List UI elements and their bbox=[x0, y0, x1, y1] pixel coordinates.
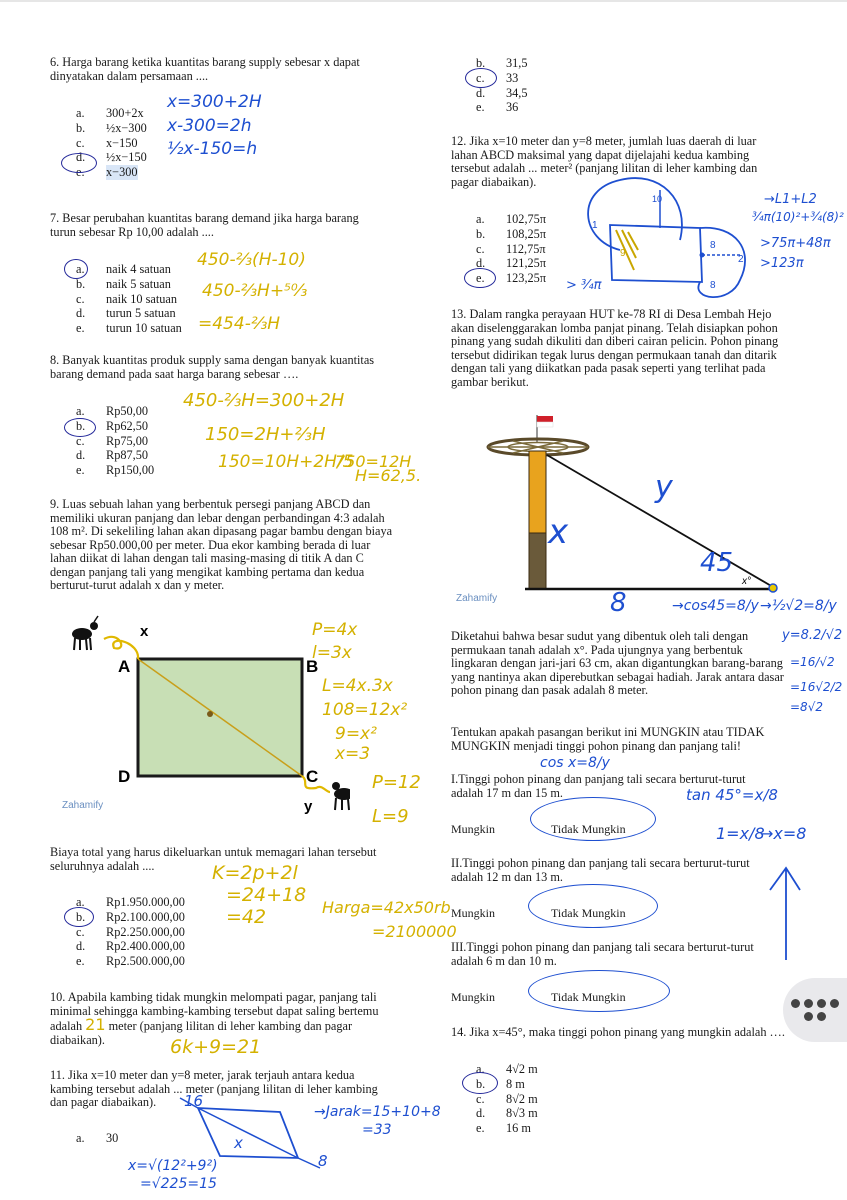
option-text: Rp150,00 bbox=[106, 463, 155, 478]
handwriting-9-4: 108=12x² bbox=[322, 700, 408, 720]
handwriting-9-1: P=4x bbox=[312, 620, 358, 640]
option-letter: e. bbox=[76, 954, 85, 969]
sketch-diagonal bbox=[198, 1108, 298, 1158]
option-letter: b. bbox=[76, 909, 86, 924]
option-text: ½x−150 bbox=[106, 150, 147, 165]
choice-3-tidak-mungkin[interactable]: Tidak Mungkin bbox=[551, 990, 626, 1004]
option-letter: a. bbox=[476, 1062, 485, 1076]
option-text: 30 bbox=[106, 1131, 119, 1145]
option-letter: c. bbox=[76, 291, 85, 306]
menu-dot-icon bbox=[830, 999, 839, 1008]
answer-circle-12e bbox=[464, 268, 496, 288]
menu-dot-icon bbox=[804, 999, 813, 1008]
handwriting-13-y3: =16√2/2 bbox=[790, 680, 843, 694]
sketch-label-1: 1 bbox=[592, 220, 598, 231]
option-text: naik 4 satuan bbox=[106, 262, 171, 276]
handwriting-13-y4: =8√2 bbox=[790, 700, 823, 714]
question-14: 14. Jika x=45°, maka tinggi pohon pinang yang mungkin adalah …. bbox=[451, 1025, 785, 1039]
option-letter: c. bbox=[476, 70, 485, 85]
option-text: Rp50,00 bbox=[106, 404, 149, 418]
option-14c[interactable] bbox=[476, 1092, 538, 1107]
midpoint-dot bbox=[207, 711, 213, 717]
option-letter: b. bbox=[476, 226, 486, 241]
option-text: 102,75π bbox=[506, 212, 547, 226]
handwriting-9-8: L=9 bbox=[372, 806, 409, 827]
sketch-dot bbox=[700, 253, 705, 258]
handwriting-9-9: K=2p+2l bbox=[212, 862, 298, 884]
option-letter: e. bbox=[76, 463, 85, 478]
option-text: 112,75π bbox=[506, 241, 546, 256]
option-6b[interactable] bbox=[76, 121, 147, 136]
handwriting-13-x: x bbox=[548, 512, 569, 552]
option-text: Rp2.400.000,00 bbox=[106, 939, 185, 954]
label-d: D bbox=[118, 767, 131, 786]
handwriting-8-5: H=62,5. bbox=[355, 466, 422, 485]
handwriting-12-2: ¾π(10)²+¾(8)² bbox=[752, 210, 844, 224]
label-a: A bbox=[118, 657, 131, 676]
handwriting-9-13: =2100000 bbox=[372, 922, 457, 941]
option-7c[interactable] bbox=[76, 292, 182, 307]
handwriting-9-6: x=3 bbox=[335, 744, 371, 764]
statement-2: II.Tinggi pohon pinang dan panjang tali secara berturut-turut adalah 12 m dan 13 m. bbox=[451, 856, 750, 884]
option-text: Rp2.100.000,00 bbox=[106, 909, 185, 924]
option-letter: e. bbox=[76, 165, 85, 180]
option-letter: a. bbox=[76, 262, 85, 276]
handwriting-13-eq2: →x=8 bbox=[760, 824, 807, 843]
sketch-circle-a bbox=[588, 178, 682, 250]
option-9e[interactable] bbox=[76, 954, 185, 969]
menu-dot-icon bbox=[791, 999, 800, 1008]
option-text: 16 m bbox=[506, 1121, 531, 1136]
pinang-base bbox=[529, 533, 546, 589]
choice-1-mungkin[interactable]: Mungkin bbox=[451, 822, 496, 836]
sketch-label-8a: 8 bbox=[710, 240, 716, 251]
handwriting-8-4: 750=12H bbox=[335, 452, 412, 471]
sketch-label-2: 2 bbox=[738, 254, 744, 265]
option-6a[interactable] bbox=[76, 106, 147, 121]
option-text: x−300 bbox=[106, 165, 138, 180]
choice-2-tidak-mungkin[interactable]: Tidak Mungkin bbox=[551, 906, 626, 920]
q13-figure bbox=[455, 405, 800, 615]
question-13-instruction: Tentukan apakah pasangan berikut ini MUNGKIN atau TIDAK MUNGKIN menjadi tinggi pohon pinang dan panjang tali! bbox=[451, 725, 765, 753]
handwriting-13-cos: →cos45=8/y bbox=[672, 598, 759, 614]
option-letter: e. bbox=[476, 271, 485, 286]
question-8-options bbox=[76, 404, 154, 478]
option-8a[interactable] bbox=[76, 404, 154, 419]
option-text: naik 10 satuan bbox=[106, 291, 178, 306]
option-text: naik 5 satuan bbox=[106, 276, 171, 291]
handwriting-10-answer: 21 bbox=[85, 1015, 106, 1034]
handwriting-6-1: x=300+2H bbox=[167, 92, 262, 112]
option-text: 36 bbox=[506, 100, 519, 115]
choice-3-mungkin[interactable]: Mungkin bbox=[451, 990, 496, 1004]
handwriting-7-2: 450-⅔H+⁵⁰⁄₃ bbox=[202, 281, 308, 301]
label-x: x bbox=[140, 623, 149, 640]
handwriting-8-2: 150=2H+⅔H bbox=[205, 424, 326, 445]
option-text: Rp75,00 bbox=[106, 433, 149, 448]
option-9c[interactable] bbox=[76, 925, 185, 940]
handwriting-8-1: 450-⅔H=300+2H bbox=[183, 390, 345, 411]
handwriting-13-8: 8 bbox=[610, 588, 627, 618]
handwriting-12-1: →L1+L2 bbox=[764, 192, 817, 207]
watermark-zahamify-2: Zahamify bbox=[456, 593, 498, 604]
sketch-label-10: 10 bbox=[652, 194, 663, 204]
option-text: Rp2.250.000,00 bbox=[106, 924, 185, 939]
sketch-rope-2 bbox=[298, 1158, 320, 1168]
handwriting-11-4: x=√(12²+9²) bbox=[128, 1158, 218, 1174]
option-letter: b. bbox=[76, 276, 86, 291]
option-letter: d. bbox=[476, 1106, 486, 1121]
handwriting-9-5: 9=x² bbox=[335, 724, 377, 744]
flag-red bbox=[537, 416, 553, 422]
option-text: 123,25π bbox=[506, 271, 547, 286]
handwriting-11-7: =33 bbox=[362, 1122, 392, 1138]
option-letter: d. bbox=[76, 939, 86, 954]
menu-dot-icon bbox=[817, 999, 826, 1008]
stake-dot bbox=[769, 584, 777, 592]
label-b: B bbox=[306, 657, 319, 676]
option-text: 4√2 m bbox=[506, 1062, 538, 1076]
option-text: 8√3 m bbox=[506, 1106, 538, 1121]
option-letter: c. bbox=[76, 924, 85, 939]
option-letter: d. bbox=[76, 448, 86, 463]
question-6: 6. Harga barang ketika kuantitas barang supply sebesar x dapat dinyatakan dalam persamaan .... bbox=[50, 55, 360, 83]
flag-white bbox=[537, 422, 553, 427]
choice-2-mungkin[interactable]: Mungkin bbox=[451, 906, 496, 920]
question-13: 13. Dalam rangka perayaan HUT ke-78 RI di Desa Lembah Hejo akan diselenggarakan lomba panjat pinang. Telah disiapkan pohon pinang yang sudah dikuliti dan diberi cairan pelicin. Pohon pinang tersebut didirikan tegak lurus dengan permukaan tanah dan ditarik dengan tali yang diikatkan pada pasak seperti yang terlihat pada gambar berikut. bbox=[451, 307, 779, 389]
question-13-desc: Diketahui bahwa besar sudut yang dibentuk oleh tali dengan permukaan tanah adalah x°. Pada ujungnya yang berbentuk lingkaran dengan jari-jari 63 cm, akan digantungkan barang-barang yang nantinya akan diperebutkan sebagai hadiah. Jarak antara dasar pohon pinang dan pasak adalah 8 meter. bbox=[451, 629, 784, 697]
statement-1: I.Tinggi pohon pinang dan panjang tali secara berturut-turut adalah 17 m dan 15 m. bbox=[451, 772, 746, 800]
option-12c[interactable] bbox=[476, 242, 546, 257]
answer-circle-14b bbox=[462, 1072, 498, 1094]
goat-a-icon bbox=[72, 616, 98, 650]
handwriting-13-eq1: 1=x/8 bbox=[716, 824, 765, 843]
option-7a[interactable] bbox=[76, 262, 182, 277]
handwriting-13-y1: y=8.2/√2 bbox=[782, 628, 843, 643]
question-11-option-a bbox=[76, 1131, 118, 1146]
handwriting-7-3: =454-⅔H bbox=[198, 314, 281, 334]
handwriting-11-5: =√225=15 bbox=[140, 1176, 217, 1192]
question-9-options bbox=[76, 895, 185, 969]
handwriting-9-3: L=4x.3x bbox=[322, 676, 393, 696]
option-letter: d. bbox=[476, 256, 486, 271]
option-letter: e. bbox=[76, 321, 85, 336]
statement-3: III.Tinggi pohon pinang dan panjang tali secara berturut-turut adalah 6 m dan 10 m. bbox=[451, 940, 754, 968]
handwriting-9-12: Harga=42x50rb bbox=[322, 898, 451, 917]
option-14e[interactable] bbox=[476, 1121, 538, 1136]
option-letter: d. bbox=[76, 150, 86, 165]
option-letter: d. bbox=[76, 306, 86, 321]
handwriting-6-3: ½x-150=h bbox=[167, 139, 258, 159]
option-11e[interactable] bbox=[476, 100, 528, 115]
option-text: Rp2.500.000,00 bbox=[106, 954, 185, 969]
option-text: ½x−300 bbox=[106, 120, 147, 135]
handwriting-11-3: 8 bbox=[318, 1152, 328, 1170]
option-letter: b. bbox=[76, 120, 86, 135]
choice-1-tidak-mungkin[interactable]: Tidak Mungkin bbox=[551, 822, 626, 836]
option-9a[interactable] bbox=[76, 895, 185, 910]
handwriting-9-10: =24+18 bbox=[226, 884, 307, 906]
question-12: 12. Jika x=10 meter dan y=8 meter, jumlah luas daerah di luar lahan ABCD maksimal yang dapat dijelajahi kedua kambing tersebut adalah ... meter² (panjang lilitan di leher kambing dan pagar diabaikan). bbox=[451, 134, 758, 189]
option-8d[interactable] bbox=[76, 448, 154, 463]
option-letter: a. bbox=[76, 404, 85, 418]
sketch-label-8b: 8 bbox=[710, 280, 716, 291]
option-6c[interactable] bbox=[76, 136, 147, 151]
angle-label: x° bbox=[742, 576, 751, 587]
option-letter: e. bbox=[476, 1121, 485, 1136]
option-letter: a. bbox=[476, 212, 485, 226]
option-14d[interactable] bbox=[476, 1106, 538, 1121]
option-text: x−150 bbox=[106, 135, 138, 150]
goat-c-icon bbox=[332, 782, 350, 810]
question-9-prompt: Biaya total yang harus dikeluarkan untuk memagari lahan tersebut seluruhnya adalah .... bbox=[50, 845, 377, 873]
option-text: 8√2 m bbox=[506, 1091, 538, 1106]
handwriting-10-1: 6k+9=21 bbox=[170, 1036, 262, 1058]
option-letter: c. bbox=[76, 135, 85, 150]
option-text: 33 bbox=[506, 70, 519, 85]
handwriting-11-6: →Jarak=15+10+8 bbox=[314, 1104, 441, 1120]
handwriting-13-y2: =16/√2 bbox=[790, 655, 835, 669]
handwriting-8-3: 150=10H+2H/5 bbox=[218, 452, 354, 472]
option-text: turun 10 satuan bbox=[106, 321, 182, 336]
handwriting-6-2: x-300=2h bbox=[167, 116, 252, 136]
handwriting-9-2: l=3x bbox=[312, 643, 352, 663]
handwriting-12-4: >123π bbox=[760, 256, 804, 271]
question-7-options bbox=[76, 262, 182, 336]
handwriting-9-11: =42 bbox=[226, 906, 267, 928]
handwriting-13-45: 45 bbox=[700, 548, 734, 578]
option-text: turun 5 satuan bbox=[106, 306, 176, 321]
answer-circle-8b bbox=[64, 418, 96, 437]
handwriting-9-7: P=12 bbox=[372, 772, 421, 793]
top-border bbox=[0, 0, 847, 2]
handwriting-12-3: >75π+48π bbox=[760, 236, 831, 251]
question-11: 11. Jika x=10 meter dan y=8 meter, jarak terjauh antara kedua kambing tersebut adalah ... meter (panjang lilitan di leher kambing dan pagar diabaikan). bbox=[50, 1068, 378, 1109]
handwriting-13-half: →½√2=8/y bbox=[760, 598, 837, 614]
option-9d[interactable] bbox=[76, 939, 185, 954]
answer-circle-9b bbox=[64, 907, 94, 927]
option-12a[interactable] bbox=[476, 212, 546, 227]
handwriting-11-1: 16 bbox=[184, 1092, 204, 1110]
q9-figure bbox=[60, 612, 350, 822]
option-text: 121,25π bbox=[506, 256, 547, 271]
option-letter: b. bbox=[76, 418, 86, 433]
option-letter: c. bbox=[476, 1091, 485, 1106]
answer-circle-6d bbox=[61, 153, 97, 173]
handwriting-7-1: 450-⅔(H-10) bbox=[197, 250, 306, 270]
menu-dot-icon bbox=[804, 1012, 813, 1021]
question-9: 9. Luas sebuah lahan yang berbentuk persegi panjang ABCD dan memiliki ukuran panjang dan lebar dengan perbandingan 4:3 adalah 108 m². Di sekeliling lahan akan dipasang pagar bambu dengan biaya sebesar Rp50.000,00 per meter. Dua ekor kambing berada di luar lahan diikat di lahan dengan tali masing-masing di titik A dan C dengan panjang tali yang mengikat kambing pertama dan kedua berturut-turut adalah x dan y meter. bbox=[50, 497, 393, 592]
option-8e[interactable] bbox=[76, 463, 154, 478]
menu-dot-icon bbox=[817, 1012, 826, 1021]
option-12b[interactable] bbox=[476, 227, 546, 242]
answer-circle-s2 bbox=[528, 884, 658, 928]
option-text: 300+2x bbox=[106, 106, 144, 120]
up-arrow-sketch bbox=[760, 860, 810, 970]
option-letter: b. bbox=[476, 56, 486, 70]
answer-circle-s1 bbox=[530, 797, 656, 841]
option-letter: d. bbox=[476, 85, 486, 100]
answer-circle-s3 bbox=[528, 970, 670, 1012]
option-letter: e. bbox=[476, 100, 485, 115]
answer-circle-7a bbox=[64, 259, 88, 279]
option-text: Rp87,50 bbox=[106, 448, 149, 463]
option-7e[interactable] bbox=[76, 321, 182, 336]
handwriting-11-2: x bbox=[234, 1134, 243, 1152]
label-c: C bbox=[306, 767, 319, 786]
question-8: 8. Banyak kuantitas produk supply sama dengan banyak kuantitas barang demand pada saat harga barang sebesar …. bbox=[50, 353, 375, 381]
option-letter: b. bbox=[476, 1076, 486, 1091]
option-7b[interactable] bbox=[76, 277, 182, 292]
option-text: 8 m bbox=[506, 1076, 525, 1091]
option-letter: a. bbox=[76, 895, 85, 909]
option-text: Rp1.950.000,00 bbox=[106, 895, 185, 909]
handwriting-13-y: y bbox=[655, 470, 673, 505]
handwriting-13-cosx: cos x=8/y bbox=[540, 755, 610, 771]
handwriting-13-tan: tan 45°=x/8 bbox=[686, 786, 778, 804]
q12-sketch bbox=[560, 170, 770, 315]
option-letter: c. bbox=[76, 433, 85, 448]
option-letter: c. bbox=[476, 241, 485, 256]
option-11a[interactable] bbox=[76, 1131, 118, 1146]
sketch-label-9: 9 bbox=[620, 248, 626, 259]
watermark-zahamify-1: Zahamify bbox=[62, 800, 104, 811]
option-7d[interactable] bbox=[76, 306, 182, 321]
question-10-after: meter (panjang lilitan di leher kambing dan pagar diabaikan). bbox=[50, 1019, 353, 1047]
option-text: 34,5 bbox=[506, 85, 528, 100]
question-10-before: 10. Apabila kambing tidak mungkin melompati pagar, panjang tali minimal sehingga kambing-kambing tersebut dapat saling bertemu adalah bbox=[50, 990, 379, 1033]
option-text: Rp62,50 bbox=[106, 418, 149, 433]
rope-a bbox=[104, 637, 138, 659]
option-text: 108,25π bbox=[506, 226, 547, 241]
handwriting-12-5: > ¾π bbox=[566, 278, 602, 293]
option-letter: a. bbox=[76, 106, 85, 120]
answer-circle-11c bbox=[465, 68, 497, 88]
label-y: y bbox=[304, 798, 313, 815]
question-7: 7. Besar perubahan kuantitas barang demand jika harga barang turun sebesar Rp 10,00 adalah .... bbox=[50, 211, 359, 239]
option-letter: a. bbox=[76, 1131, 85, 1145]
option-text: 31,5 bbox=[506, 56, 528, 70]
